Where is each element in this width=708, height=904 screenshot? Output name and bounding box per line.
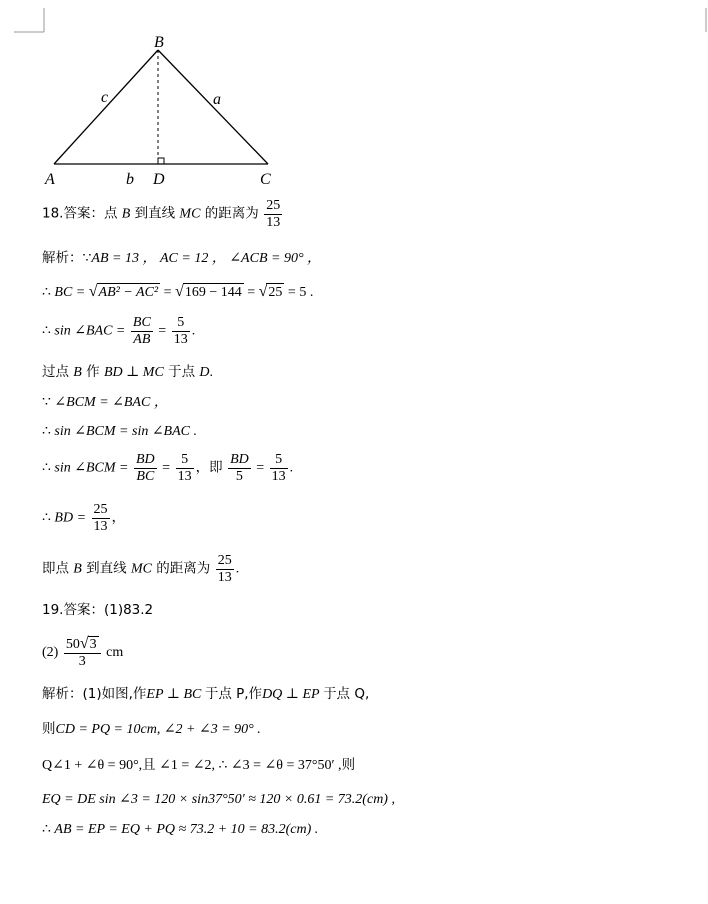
answer-fraction: $\frac{25}{13}$ bbox=[266, 198, 281, 230]
q18-bc-line: ∴ BC = √AB² − AC² = √169 − 144 = √25 = 5 . bbox=[42, 283, 314, 300]
side-a-label: a bbox=[213, 91, 221, 108]
side-c-label: c bbox=[101, 89, 109, 106]
q18-answer: 18.答案：点 B 到直线 MC 的距离为 $\frac{25}{13}$ bbox=[42, 198, 281, 230]
q18-sin-bac-line: ∴ sin ∠BAC = $\frac{BC}{AB}$ = $\frac{5}{13}$ . bbox=[42, 315, 196, 347]
q19-angle-line: Q∠1 + ∠θ = 90°,且 ∠1 = ∠2, ∴ ∠3 = ∠θ = 37°50′ ,则 bbox=[42, 757, 356, 773]
q18-angle-line: ∵ ∠BCM = ∠BAC ， bbox=[42, 395, 168, 410]
foot-d-label: D bbox=[153, 171, 165, 188]
q19-answer1: 19.答案：(1)83.2 bbox=[42, 602, 154, 618]
q18-conclusion-line: 即点 B 到直线 MC 的距离为 $\frac{25}{13}$ . bbox=[42, 553, 240, 585]
q19-cd-line: 则CD = PQ = 10cm, ∠2 + ∠3 = 90° . bbox=[42, 721, 261, 737]
q18-construct-line: 过点 B 作 BD ⊥ MC 于点 D. bbox=[42, 364, 213, 380]
q18-sin-eq-line: ∴ sin ∠BCM = sin ∠BAC . bbox=[42, 424, 197, 439]
side-b-label: b bbox=[126, 171, 134, 188]
triangle-figure bbox=[40, 28, 290, 190]
q19-eq-line: EQ = DE sin ∠3 = 120 × sin37°50′ ≈ 120 × 0.61 = 73.2(cm) , bbox=[42, 792, 395, 807]
vertex-b-label: B bbox=[154, 34, 164, 51]
q18-sin-bcm-line: ∴ sin ∠BCM = $\frac{BD}{BC}$ = $\frac{5}{13}$ ，即 $\frac{BD}{5}$ = $\frac{5}{13}$ . bbox=[42, 452, 294, 484]
q19-ab-line: ∴ AB = EP = EQ + PQ ≈ 73.2 + 10 = 83.2(cm) . bbox=[42, 822, 319, 837]
q18-bd-line: ∴ BD = $\frac{25}{13}$ ， bbox=[42, 502, 126, 534]
q19-answer2: (2) $\frac{50√3}{3}$ cm bbox=[42, 635, 124, 669]
page-corner-mark-right bbox=[700, 8, 708, 34]
vertex-a-label: A bbox=[45, 171, 55, 188]
q18-analysis-given: 解析：∵AB = 13 ， AC = 12 ， ∠ACB = 90° ， bbox=[42, 250, 322, 266]
vertex-c-label: C bbox=[260, 171, 271, 188]
q19-analysis-line: 解析：(1)如图,作EP ⊥ BC 于点 P,作DQ ⊥ EP 于点 Q, bbox=[42, 686, 370, 702]
